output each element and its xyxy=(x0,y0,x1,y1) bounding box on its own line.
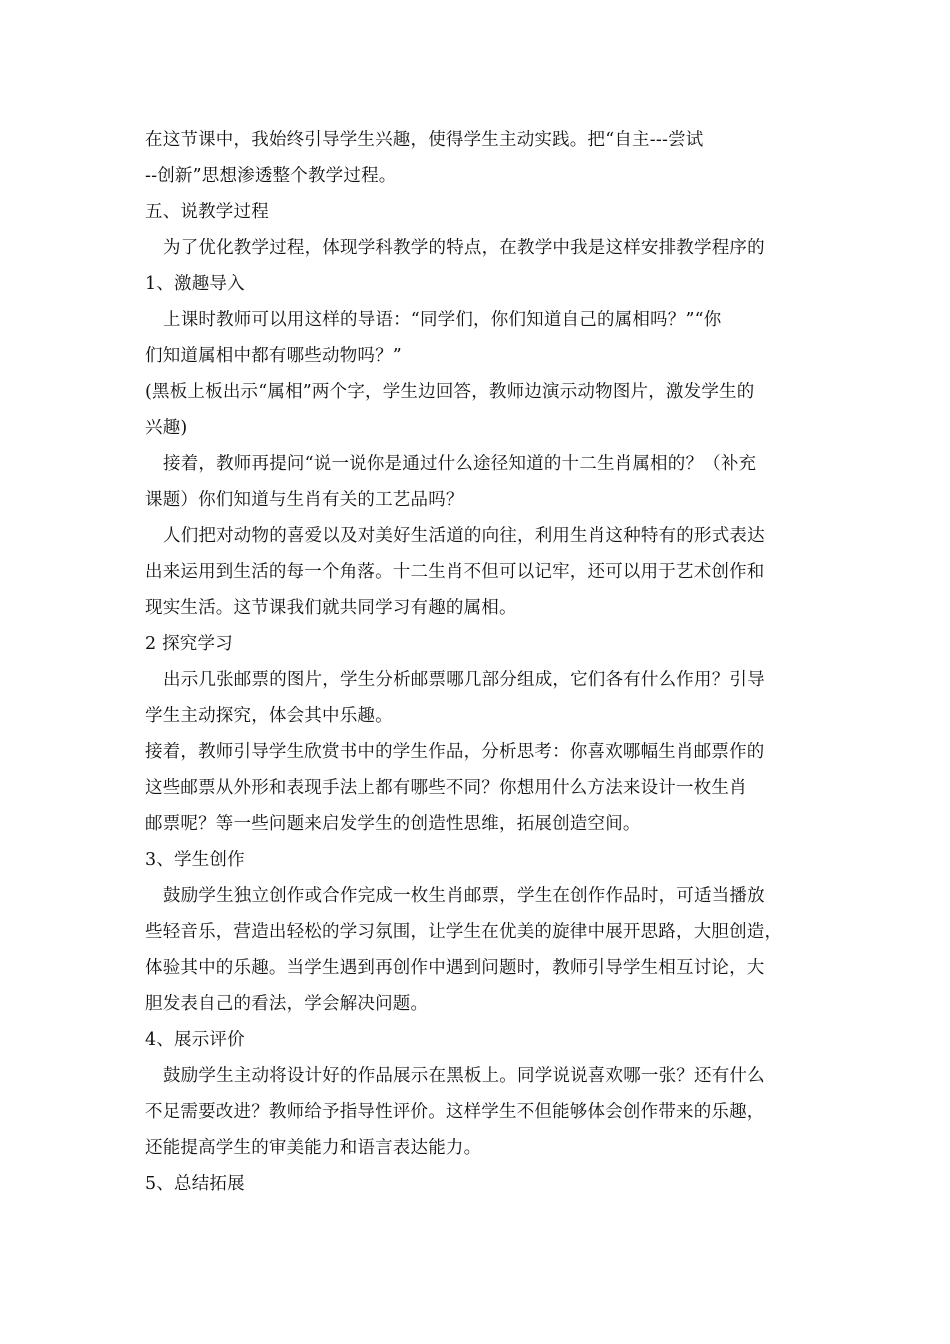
subsection-heading: 5、总结拓展 xyxy=(145,1174,245,1194)
paragraph-line: 鼓励学生主动将设计好的作品展示在黑板上。同学说说喜欢哪一张？还有什么 xyxy=(163,1066,765,1086)
paragraph-line: 出示几张邮票的图片，学生分析邮票哪几部分组成，它们各有什么作用？引导 xyxy=(163,670,765,690)
paragraph-line: 胆发表自己的看法，学会解决问题。 xyxy=(145,994,429,1014)
section-heading: 五、说教学过程 xyxy=(145,202,269,222)
paragraph-line: 不足需要改进？教师给予指导性评价。这样学生不但能够体会创作带来的乐趣， xyxy=(145,1102,765,1122)
paragraph-line: 出来运用到生活的每一个角落。十二生肖不但可以记牢，还可以用于艺术创作和 xyxy=(145,562,765,582)
paragraph-line: 为了优化教学过程，体现学科教学的特点，在教学中我是这样安排教学程序的 xyxy=(163,238,765,258)
paragraph-line: 人们把对动物的喜爱以及对美好生活道的向往，利用生肖这种特有的形式表达 xyxy=(163,526,765,546)
paragraph-line: 接着，教师再提问“说一说你是通过什么途径知道的十二生肖属相的？（补充 xyxy=(163,454,757,474)
paragraph-line: --创新”思想渗透整个教学过程。 xyxy=(145,166,397,186)
paragraph-line: 现实生活。这节课我们就共同学习有趣的属相。 xyxy=(145,598,517,618)
paragraph-line: 接着，教师引导学生欣赏书中的学生作品，分析思考：你喜欢哪幅生肖邮票作的 xyxy=(145,742,765,762)
paragraph-line: (黑板上板出示“属相”两个字，学生边回答，教师边演示动物图片，激发学生的 xyxy=(145,382,755,402)
paragraph-line: 在这节课中，我始终引导学生兴趣，使得学生主动实践。把“自主---尝试 xyxy=(145,130,704,150)
paragraph-line: 兴趣) xyxy=(145,418,188,438)
paragraph-line: 体验其中的乐趣。当学生遇到再创作中遇到问题时，教师引导学生相互讨论，大 xyxy=(145,958,765,978)
paragraph-line: 课题）你们知道与生肖有关的工艺品吗？ xyxy=(145,490,464,510)
subsection-heading: 1、激趣导入 xyxy=(145,274,245,294)
subsection-heading: 3、学生创作 xyxy=(145,850,245,870)
subsection-heading: 2 探究学习 xyxy=(145,634,233,654)
paragraph-line: 这些邮票从外形和表现手法上都有哪些不同？你想用什么方法来设计一枚生肖 xyxy=(145,778,747,798)
paragraph-line: 还能提高学生的审美能力和语言表达能力。 xyxy=(145,1138,482,1158)
paragraph-line: 们知道属相中都有哪些动物吗？” xyxy=(145,346,402,366)
paragraph-line: 学生主动探究，体会其中乐趣。 xyxy=(145,706,393,726)
document-body xyxy=(145,122,810,1202)
paragraph-line: 邮票呢？等一些问题来启发学生的创造性思维，拓展创造空间。 xyxy=(145,814,641,834)
paragraph-line: 些轻音乐，营造出轻松的学习氛围，让学生在优美的旋律中展开思路，大胆创造， xyxy=(145,922,783,942)
subsection-heading: 4、展示评价 xyxy=(145,1030,245,1050)
paragraph-line: 鼓励学生独立创作或合作完成一枚生肖邮票，学生在创作作品时，可适当播放 xyxy=(163,886,765,906)
paragraph-line: 上课时教师可以用这样的导语：“同学们，你们知道自己的属相吗？”“你 xyxy=(163,310,722,330)
